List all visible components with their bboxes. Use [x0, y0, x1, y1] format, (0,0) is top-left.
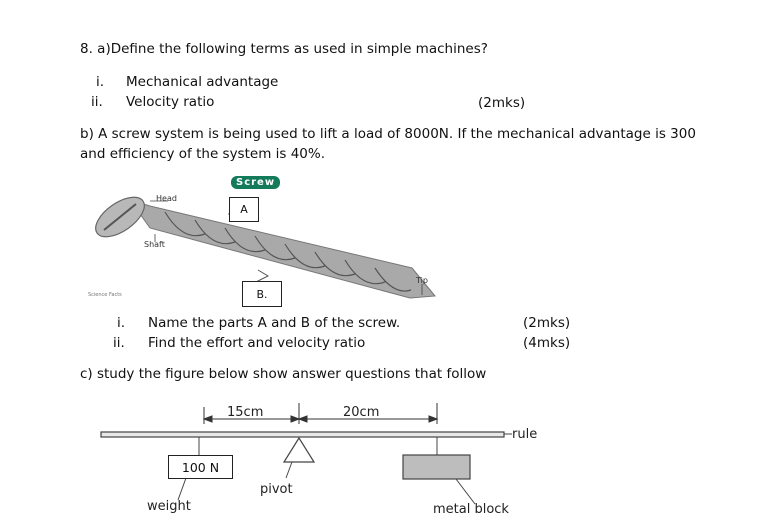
label-tip: Tip: [416, 276, 428, 285]
screw-title-badge: Screw: [231, 176, 280, 189]
figure-credit: Science Facts: [88, 292, 122, 298]
label-box-a: A: [229, 197, 259, 222]
part-b-line1: b) A screw system is being used to lift a load of 8000N. If the mechanical advantage is 300: [80, 126, 696, 142]
question-heading: 8. a)Define the following terms as used in simple machines?: [80, 41, 488, 57]
list-item-number: ii.: [113, 335, 125, 351]
marks-b-ii: (4mks): [523, 335, 571, 351]
list-item-number: i.: [117, 315, 126, 331]
term-velocity-ratio: Velocity ratio: [126, 94, 215, 110]
part-b-line2: and efficiency of the system is 40%.: [80, 146, 326, 162]
marks-a: (2mks): [478, 95, 526, 111]
part-c-line: c) study the figure below show answer questions that follow: [80, 366, 487, 382]
term-mechanical-advantage: Mechanical advantage: [126, 74, 279, 90]
distance-left: 15cm: [227, 405, 264, 420]
question-find-effort: Find the effort and velocity ratio: [148, 335, 366, 351]
weight-label: weight: [147, 499, 191, 514]
marks-b-i: (2mks): [523, 315, 571, 331]
list-item-number: i.: [96, 74, 105, 90]
label-shaft: Shaft: [144, 240, 165, 249]
pivot-label: pivot: [260, 482, 293, 497]
rule-label: rule: [512, 427, 538, 442]
list-item-number: ii.: [91, 94, 103, 110]
label-box-b: B.: [242, 281, 282, 307]
distance-right: 20cm: [343, 405, 380, 420]
weight-box: 100 N: [168, 455, 233, 479]
metal-block-label: metal block: [433, 502, 509, 517]
question-name-parts: Name the parts A and B of the screw.: [148, 315, 401, 331]
label-head: Head: [156, 194, 177, 203]
